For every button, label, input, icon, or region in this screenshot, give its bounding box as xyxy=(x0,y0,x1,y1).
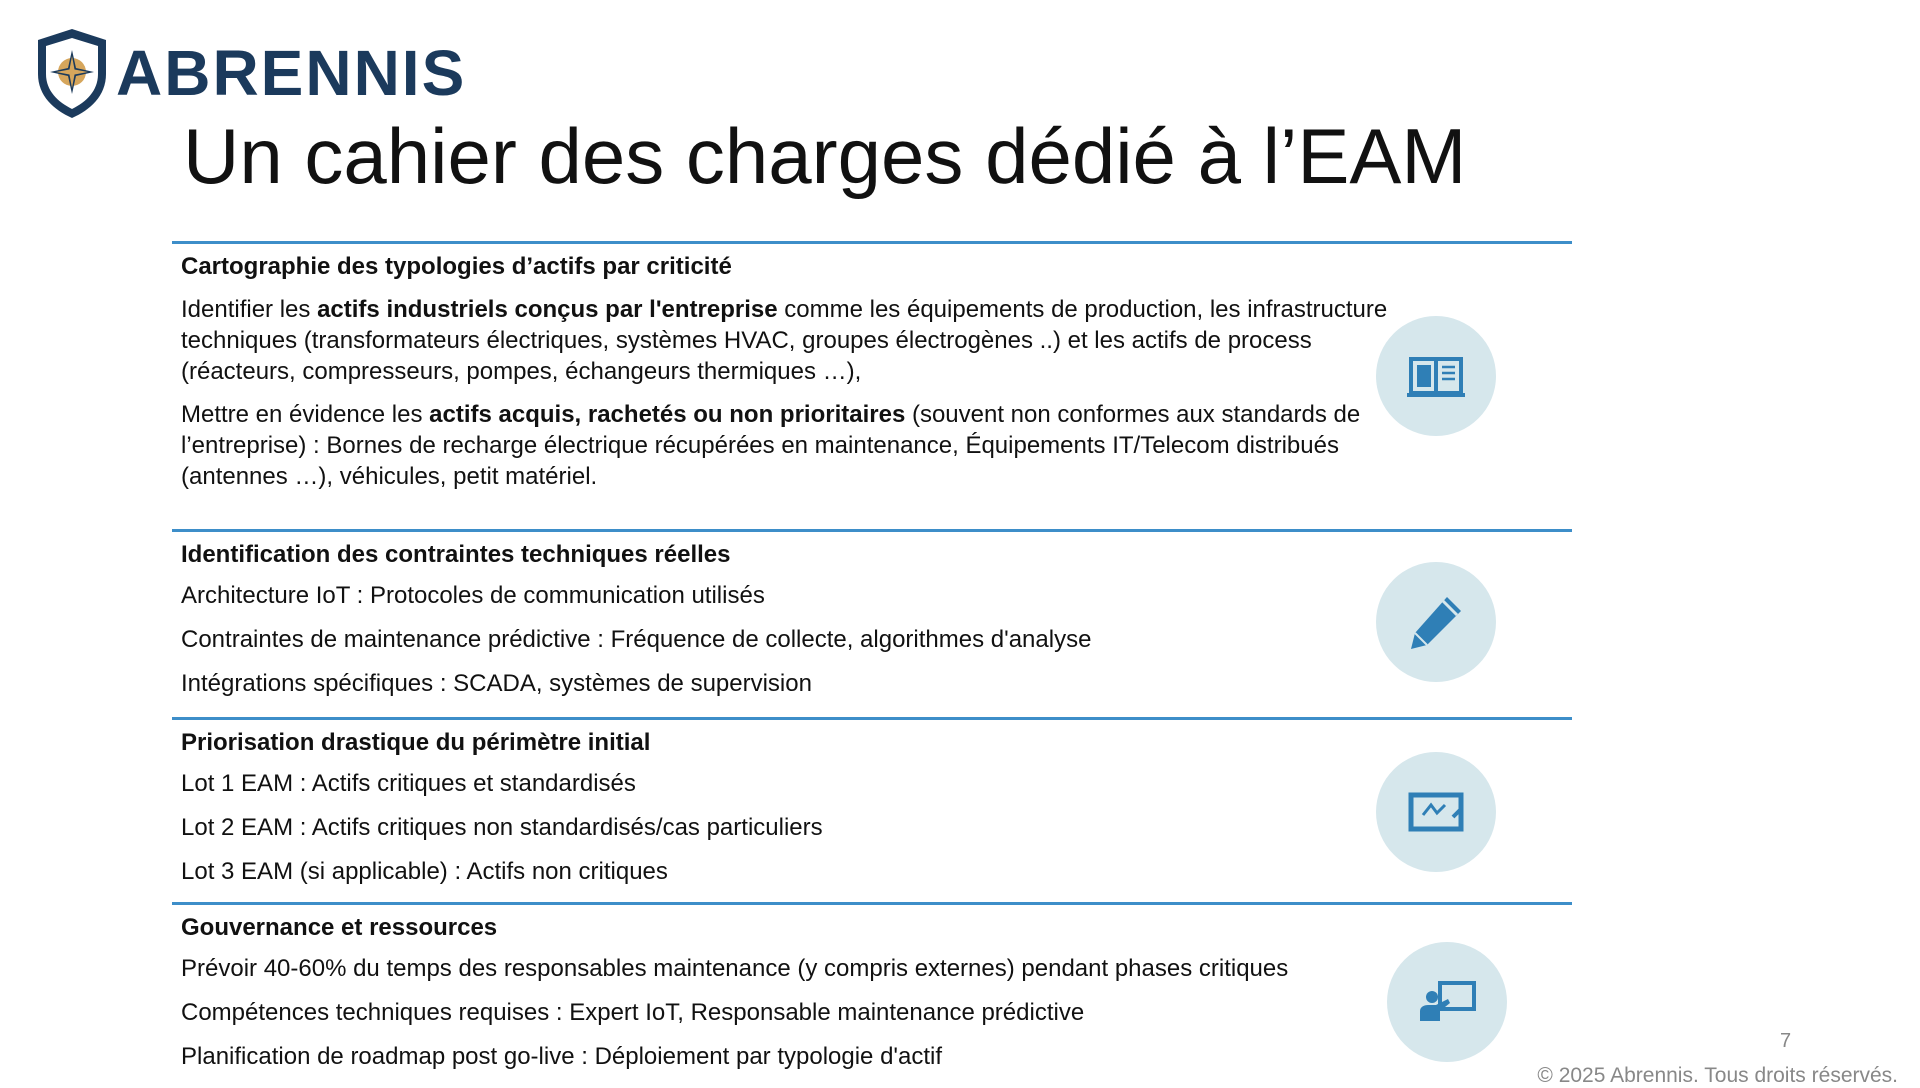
bullet-line: Planification de roadmap post go-live : Déploiement par typologie d'actif xyxy=(181,1043,943,1070)
bullet-line: Compétences techniques requises : Expert IoT, Responsable maintenance prédictive xyxy=(181,999,1085,1026)
bullet-line: Architecture IoT : Protocoles de communication utilisés xyxy=(181,582,765,609)
bullet-line: Lot 2 EAM : Actifs critiques non standardisés/cas particuliers xyxy=(181,814,823,841)
section-title: Gouvernance et ressources xyxy=(181,914,498,941)
shield-compass-icon xyxy=(34,26,110,120)
pencil-icon xyxy=(1401,587,1471,657)
pencil-icon-badge xyxy=(1376,562,1496,682)
book-icon xyxy=(1401,341,1471,411)
bullet-line: Intégrations spécifiques : SCADA, systèmes de supervision xyxy=(181,670,812,697)
brand-name: ABRENNIS xyxy=(116,37,467,109)
bullet-line: Lot 3 EAM (si applicable) : Actifs non critiques xyxy=(181,858,668,885)
section-gouvernance xyxy=(172,902,1572,1075)
tablet-icon xyxy=(1401,777,1471,847)
paragraph: Identifier les actifs industriels conçus par l'entreprise comme les équipements de production, les infrastructure techniques (transformateurs électriques, systèmes HVAC, groupes électrogènes ..) et les actifs de process (réacteurs, compresseurs, pompes, échangeurs thermiques …), xyxy=(181,296,1388,385)
section-priorisation xyxy=(172,717,1572,905)
page-number: 7 xyxy=(1780,1030,1792,1052)
section-contraintes xyxy=(172,529,1572,720)
bullet-line: Contraintes de maintenance prédictive : Fréquence de collecte, algorithmes d'analyse xyxy=(181,626,1092,653)
copyright-notice: © 2025 Abrennis. Tous droits réservés. xyxy=(1537,1064,1898,1087)
tablet-icon-badge xyxy=(1376,752,1496,872)
section-title: Cartographie des typologies d’actifs par criticité xyxy=(181,253,732,280)
brand-logo xyxy=(34,26,466,120)
presenter-icon xyxy=(1412,967,1482,1037)
section-cartographie xyxy=(172,241,1572,532)
slide-title: Un cahier des charges dédié à l’EAM xyxy=(183,112,1467,200)
book-icon-badge xyxy=(1376,316,1496,436)
section-title: Priorisation drastique du périmètre initial xyxy=(181,729,651,756)
bullet-line: Lot 1 EAM : Actifs critiques et standardisés xyxy=(181,770,636,797)
section-title: Identification des contraintes techniques réelles xyxy=(181,541,731,568)
paragraph: Mettre en évidence les actifs acquis, rachetés ou non prioritaires (souvent non conformes aux standards de l’entreprise) : Bornes de recharge électrique récupérées en maintenance, Équipements IT/Telecom distribués (antennes …), véhicules, petit matériel. xyxy=(181,401,1361,490)
presenter-icon-badge xyxy=(1387,942,1507,1062)
bullet-line: Prévoir 40-60% du temps des responsables maintenance (y compris externes) pendant phases critiques xyxy=(181,955,1289,982)
